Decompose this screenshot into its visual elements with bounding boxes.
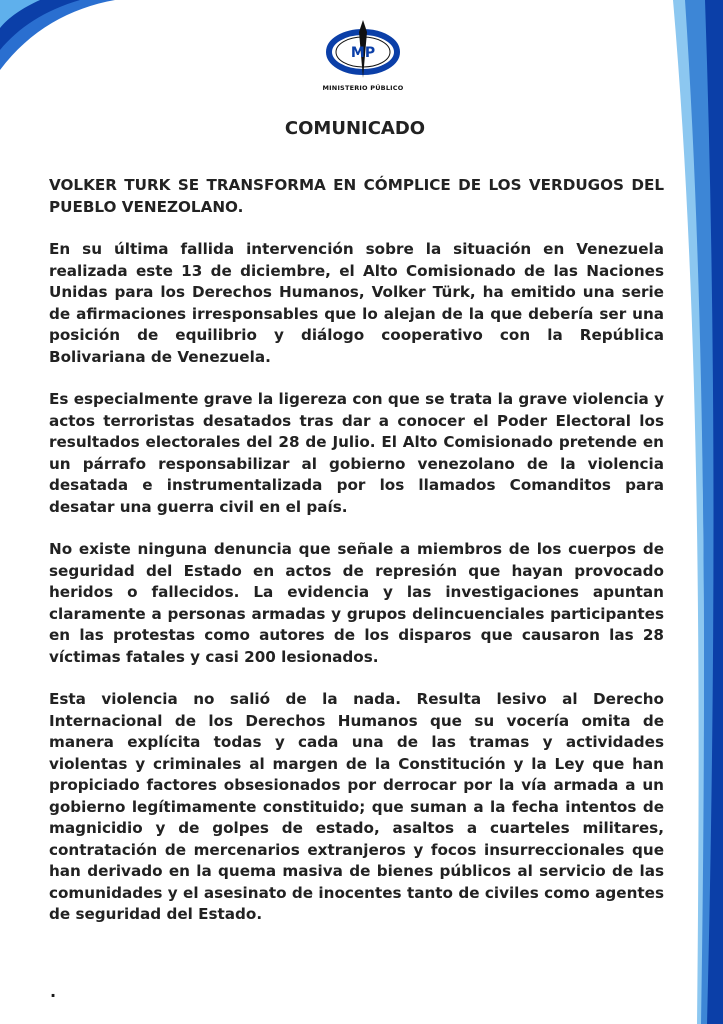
document-body xyxy=(49,175,664,947)
logo xyxy=(316,18,410,98)
footer-mark: . xyxy=(50,982,57,1001)
ministerio-publico-emblem xyxy=(323,18,403,82)
paragraph: No existe ninguna denuncia que señale a miembros de los cuerpos de seguridad del Estado en actos de represión que hayan provocado heridos o fallecidos. La evidencia y las investigaciones apuntan claramente a personas armadas y grupos delincuenciales participantes en las protestas como autores de los disparos que causaron las 28 víctimas fatales y casi 200 lesionados. xyxy=(49,540,664,666)
corner-decoration xyxy=(0,0,120,90)
headline: VOLKER TURK SE TRANSFORMA EN CÓMPLICE DE LOS VERDUGOS DEL PUEBLO VENEZOLANO. xyxy=(49,176,664,216)
paragraph: En su última fallida intervención sobre la situación en Venezuela realizada este 13 de diciembre, el Alto Comisionado de las Naciones Unidas para los Derechos Humanos, Volker Türk, ha emitido una serie de afirmaciones irresponsables que lo alejan de la que debería ser una posición de equilibrio y diálogo cooperativo con la República Bolivariana de Venezuela. xyxy=(49,240,664,366)
page-title: COMUNICADO xyxy=(284,118,426,139)
paragraph: Esta violencia no salió de la nada. Resulta lesivo al Derecho Internacional de los Derechos Humanos que su vocería omita de manera explícita todas y cada una de las tramas y actividades violentas y criminales al margen de la Constitución y la Ley que han propiciado factores obsesionados por derrocar por la vía armada a un gobierno legítimamente constituido; que suman a la fecha intentos de magnicidio y de golpes de estado, asaltos a cuarteles militares, contratación de mercenarios extranjeros y focos insurreccionales que han derivado en la quema masiva de bienes públicos al servicio de las comunidades y el asesinato de inocentes tanto de civiles como agentes de seguridad del Estado. xyxy=(49,690,664,923)
paragraph: Es especialmente grave la ligereza con que se trata la grave violencia y actos terroristas desatados tras dar a conocer el Poder Electoral los resultados electorales del 28 de Julio. El Alto Comisionado pretende en un párrafo responsabilizar al gobierno venezolano de la violencia desatada e instrumentalizada por los llamados Comanditos para desatar una guerra civil en el país. xyxy=(49,390,664,516)
logo-caption: MINISTERIO PÚBLICO xyxy=(322,84,404,92)
logo-initials: MP xyxy=(350,45,376,61)
